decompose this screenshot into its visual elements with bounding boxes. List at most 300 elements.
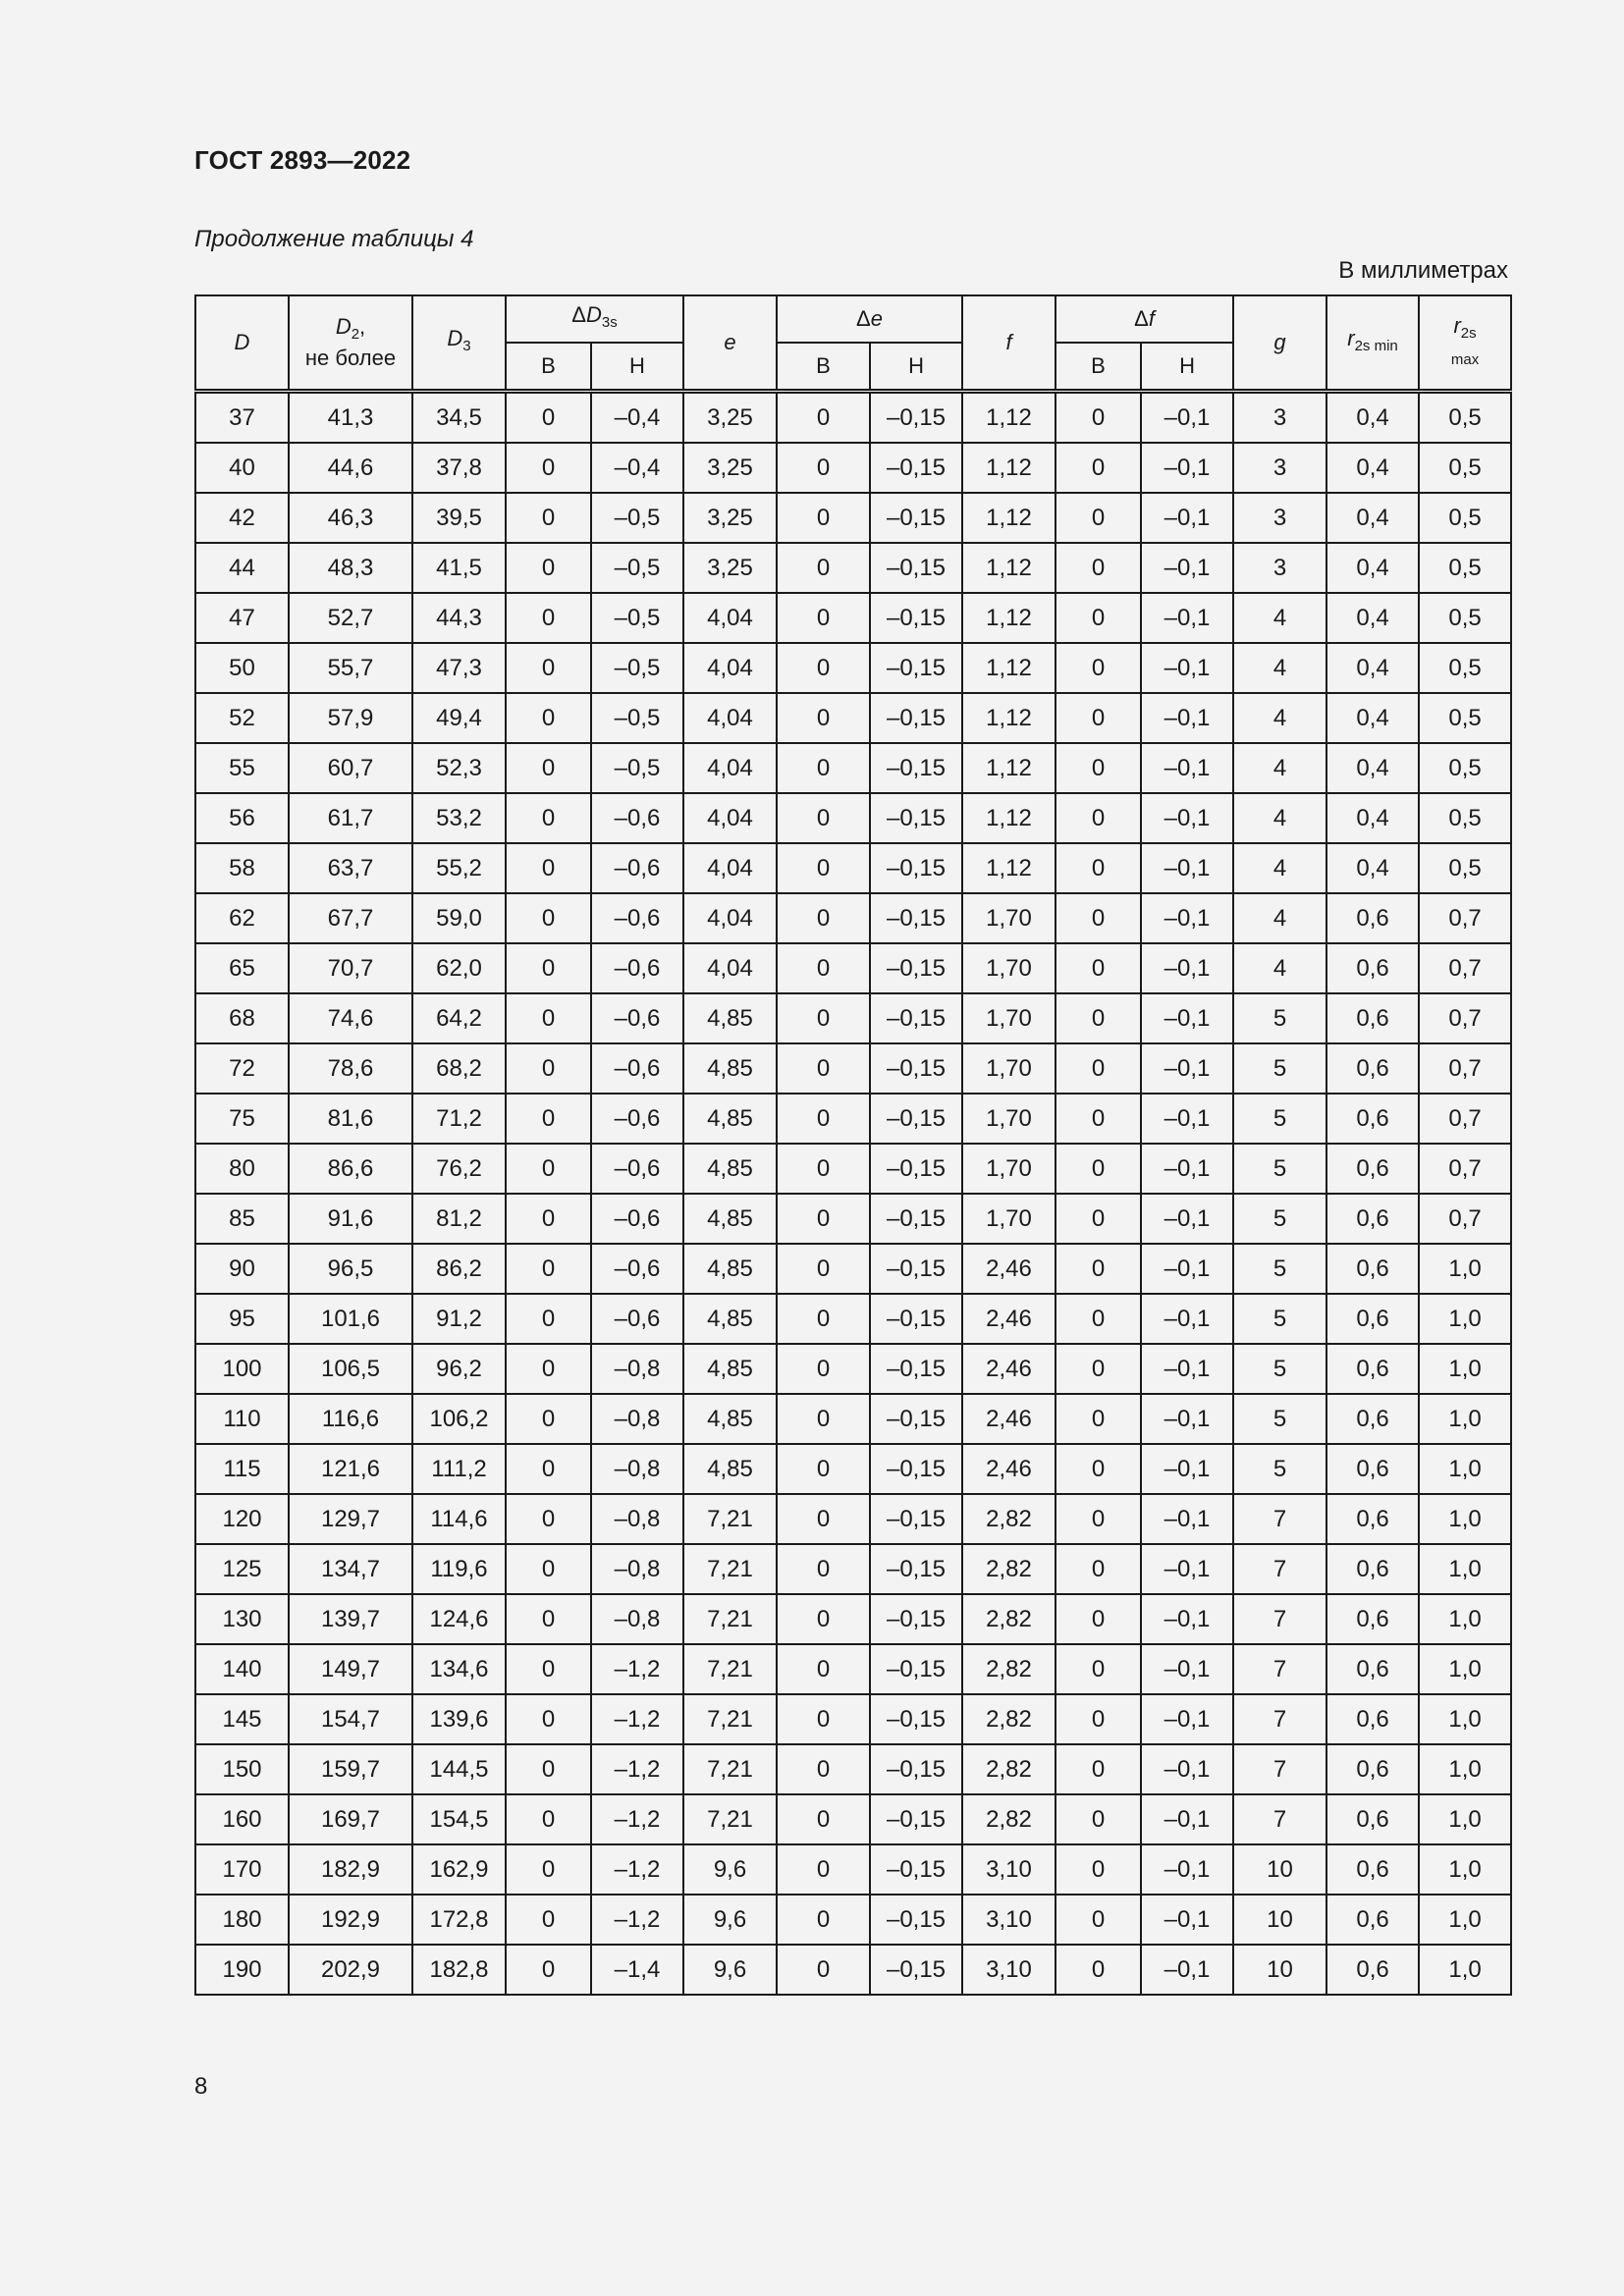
col-header-delta-f: Δf [1056,295,1233,343]
table-cell: 3 [1233,392,1326,444]
table-cell: 0,7 [1419,993,1511,1043]
table-cell: 0 [1056,1094,1141,1144]
table-row [195,1694,1511,1744]
table-cell: 0,6 [1326,1494,1419,1544]
table-cell: 37 [195,392,289,444]
table-row [195,1744,1511,1794]
table-cell: 0,5 [1419,743,1511,793]
table-row [195,843,1511,893]
table-cell: –0,15 [870,1344,962,1394]
table-cell: 180 [195,1895,289,1945]
table-cell: 7,21 [683,1544,777,1594]
table-cell: 0 [777,1344,870,1394]
table-cell: 120 [195,1494,289,1544]
table-cell: 1,12 [962,693,1056,743]
table-cell: 2,46 [962,1344,1056,1394]
table-row [195,1794,1511,1844]
table-cell: 37,8 [412,443,506,493]
table-row [195,743,1511,793]
table-cell: 0,6 [1326,1844,1419,1895]
table-cell: 1,0 [1419,1694,1511,1744]
col-header-D3: $D_3$ [412,295,506,392]
table-cell: 7,21 [683,1494,777,1544]
table-cell: 4,85 [683,1444,777,1494]
table-cell: –0,1 [1141,1494,1233,1544]
table-cell: 55,7 [289,643,412,693]
table-cell: –0,1 [1141,1194,1233,1244]
table-cell: 0,4 [1326,693,1419,743]
table-cell: –0,15 [870,1644,962,1694]
table-row [195,1194,1511,1244]
table-cell: 130 [195,1594,289,1644]
table-cell: –0,6 [591,1043,683,1094]
table-cell: 1,70 [962,1043,1056,1094]
table-cell: 52,7 [289,593,412,643]
table-cell: 41,3 [289,392,412,444]
table-cell: 4,04 [683,793,777,843]
table-cell: 202,9 [289,1945,412,1995]
table-cell: 0,6 [1326,1043,1419,1094]
table-cell: 1,0 [1419,1945,1511,1995]
table-cell: 2,82 [962,1644,1056,1694]
table-cell: 4,04 [683,893,777,943]
table-cell: 1,70 [962,893,1056,943]
table-cell: 192,9 [289,1895,412,1945]
table-cell: 7 [1233,1744,1326,1794]
document-id: ГОСТ 2893—2022 [194,145,411,175]
table-cell: 0 [777,1294,870,1344]
table-cell: –0,15 [870,1744,962,1794]
table-cell: 5 [1233,993,1326,1043]
table-row [195,1494,1511,1544]
table-row [195,543,1511,593]
table-cell: 0,7 [1419,1094,1511,1144]
table-cell: –0,1 [1141,1043,1233,1094]
table-row [195,392,1511,444]
table-cell: 71,2 [412,1094,506,1144]
table-cell: 65 [195,943,289,993]
table-cell: 0,6 [1326,1644,1419,1694]
col-header-f: f [962,295,1056,392]
table-cell: –0,5 [591,593,683,643]
table-cell: 0 [506,1194,591,1244]
table-cell: –1,2 [591,1694,683,1744]
table-cell: 106,5 [289,1344,412,1394]
table-row [195,943,1511,993]
table-cell: –0,6 [591,943,683,993]
table-cell: 46,3 [289,493,412,543]
table-cell: 0 [1056,693,1141,743]
table-cell: 0 [506,693,591,743]
table-cell: 0 [1056,1694,1141,1744]
table-cell: 2,82 [962,1494,1056,1544]
table-cell: –0,1 [1141,793,1233,843]
table-cell: 0 [777,1594,870,1644]
col-header-delta-D3s: $\Delta D_{3s}$ [506,295,683,343]
table-cell: 0 [506,1094,591,1144]
table-cell: –0,1 [1141,1394,1233,1444]
table-cell: 0,5 [1419,843,1511,893]
table-cell: 90 [195,1244,289,1294]
table-cell: –0,1 [1141,543,1233,593]
table-cell: 91,2 [412,1294,506,1344]
table-cell: –0,15 [870,1244,962,1294]
table-row [195,693,1511,743]
table-cell: 1,12 [962,543,1056,593]
table-cell: –0,1 [1141,1444,1233,1494]
table-cell: 0 [1056,893,1141,943]
table-cell: 0,7 [1419,1194,1511,1244]
table-cell: 4,04 [683,643,777,693]
col-header-r2s-min: $r_{2s min}$ [1326,295,1419,392]
table-cell: 0,6 [1326,1394,1419,1444]
table-cell: 0,5 [1419,443,1511,493]
table-cell: –0,6 [591,993,683,1043]
table-cell: 0 [506,1895,591,1945]
table-cell: –0,6 [591,1244,683,1294]
table-cell: 5 [1233,1194,1326,1244]
table-cell: 0 [777,1444,870,1494]
table-cell: 55,2 [412,843,506,893]
table-cell: –0,1 [1141,493,1233,543]
table-cell: –0,1 [1141,593,1233,643]
table-cell: 0,5 [1419,793,1511,843]
table-cell: 72 [195,1043,289,1094]
table-cell: –0,15 [870,392,962,444]
table-cell: 0 [506,1794,591,1844]
table-cell: 0 [506,1594,591,1644]
table-cell: 0 [1056,793,1141,843]
table-cell: 62,0 [412,943,506,993]
table-cell: 34,5 [412,392,506,444]
table-cell: 3,10 [962,1945,1056,1995]
table-cell: 182,9 [289,1844,412,1895]
table-cell: 4 [1233,793,1326,843]
table-cell: –0,6 [591,1094,683,1144]
table-cell: 3 [1233,543,1326,593]
table-cell: 0,6 [1326,1094,1419,1144]
table-cell: 55 [195,743,289,793]
table-cell: 4,04 [683,843,777,893]
table-row [195,793,1511,843]
table-cell: 0 [777,593,870,643]
table-cell: 0,5 [1419,643,1511,693]
table-cell: 1,0 [1419,1594,1511,1644]
table-cell: 0,4 [1326,392,1419,444]
col-header-upper: В [777,343,870,392]
table-cell: –0,15 [870,1945,962,1995]
table-cell: 78,6 [289,1043,412,1094]
table-cell: 0 [1056,1194,1141,1244]
table-cell: 2,46 [962,1394,1056,1444]
table-cell: –0,4 [591,443,683,493]
table-cell: 86,2 [412,1244,506,1294]
table-cell: 9,6 [683,1844,777,1895]
table-cell: 3,25 [683,543,777,593]
table-row [195,1094,1511,1144]
table-cell: 0 [777,1244,870,1294]
table-cell: 7 [1233,1544,1326,1594]
table-cell: 70,7 [289,943,412,993]
table-cell: 0 [777,1144,870,1194]
table-cell: –0,1 [1141,943,1233,993]
table-cell: –0,1 [1141,1744,1233,1794]
table-cell: 0 [777,1694,870,1744]
table-cell: 81,2 [412,1194,506,1244]
table-cell: 0 [1056,443,1141,493]
table-cell: 0,6 [1326,1744,1419,1794]
table-cell: 2,82 [962,1544,1056,1594]
table-cell: 52 [195,693,289,743]
table-cell: –0,6 [591,843,683,893]
table-cell: 47 [195,593,289,643]
table-cell: 0 [506,1244,591,1294]
table-cell: 0,6 [1326,1244,1419,1294]
table-cell: 4 [1233,693,1326,743]
table-cell: 64,2 [412,993,506,1043]
table-cell: 1,12 [962,743,1056,793]
table-row [195,1594,1511,1644]
table-cell: 2,46 [962,1244,1056,1294]
table-cell: –0,6 [591,1144,683,1194]
table-cell: 170 [195,1844,289,1895]
table-cell: 85 [195,1194,289,1244]
table-cell: 7,21 [683,1594,777,1644]
table-cell: 0 [777,1494,870,1544]
table-cell: 159,7 [289,1744,412,1794]
table-cell: 0,4 [1326,543,1419,593]
table-cell: 3,25 [683,392,777,444]
table-cell: 0,7 [1419,1043,1511,1094]
table-cell: –0,15 [870,893,962,943]
table-cell: 0 [506,993,591,1043]
table-cell: 0,4 [1326,443,1419,493]
table-cell: –0,1 [1141,1144,1233,1194]
table-cell: 5 [1233,1444,1326,1494]
table-cell: 0,5 [1419,392,1511,444]
table-cell: 4,04 [683,943,777,993]
table-cell: 0 [506,1394,591,1444]
table-cell: 4 [1233,743,1326,793]
table-cell: 0 [506,493,591,543]
table-cell: 0 [1056,993,1141,1043]
table-cell: 139,6 [412,1694,506,1744]
table-cell: 0 [506,1043,591,1094]
table-cell: –0,1 [1141,1945,1233,1995]
table-cell: 0,6 [1326,1444,1419,1494]
table-cell: 96,5 [289,1244,412,1294]
table-cell: 0 [777,1043,870,1094]
table-cell: 10 [1233,1844,1326,1895]
table-cell: 61,7 [289,793,412,843]
table-cell: 0 [506,1444,591,1494]
table-cell: 76,2 [412,1144,506,1194]
table-cell: 0 [1056,1644,1141,1694]
table-row [195,993,1511,1043]
table-cell: 3 [1233,493,1326,543]
table-cell: 62 [195,893,289,943]
table-cell: 0 [506,793,591,843]
table-cell: 0,6 [1326,1895,1419,1945]
table-cell: 0 [506,1294,591,1344]
table-cell: 2,46 [962,1294,1056,1344]
table-cell: 95 [195,1294,289,1344]
table-cell: –0,5 [591,693,683,743]
table-cell: 56 [195,793,289,843]
col-header-D2: $D_2$, не более [289,295,412,392]
table-cell: 0,6 [1326,1344,1419,1394]
table-cell: 4,85 [683,1043,777,1094]
table-row [195,1144,1511,1194]
col-header-D: D [195,295,289,392]
table-cell: 0,5 [1419,693,1511,743]
table-cell: 0 [1056,1844,1141,1895]
table-cell: 116,6 [289,1394,412,1444]
table-cell: 0,4 [1326,493,1419,543]
table-cell: –0,1 [1141,1844,1233,1895]
table-cell: 1,70 [962,943,1056,993]
table-cell: –0,1 [1141,1895,1233,1945]
table-cell: 0 [506,1744,591,1794]
table-cell: 58 [195,843,289,893]
table-cell: 57,9 [289,693,412,743]
header-row-1 [195,295,1511,343]
table-cell: 4,85 [683,1244,777,1294]
table-cell: 5 [1233,1344,1326,1394]
table-row [195,1544,1511,1594]
table-cell: –0,4 [591,392,683,444]
table-cell: 0 [777,1194,870,1244]
table-cell: 0 [1056,1394,1141,1444]
table-cell: 0 [506,1144,591,1194]
table-cell: 0 [777,1644,870,1694]
table-cell: 110 [195,1394,289,1444]
table-row [195,643,1511,693]
table-cell: 1,0 [1419,1844,1511,1895]
table-cell: 0 [1056,1594,1141,1644]
table-cell: –0,5 [591,743,683,793]
table-cell: 1,0 [1419,1244,1511,1294]
table-cell: 5 [1233,1094,1326,1144]
table-cell: 4,85 [683,1294,777,1344]
table-cell: 121,6 [289,1444,412,1494]
table-cell: 0 [777,993,870,1043]
table-cell: 1,0 [1419,1394,1511,1444]
table-cell: –0,1 [1141,1094,1233,1144]
table-cell: 150 [195,1744,289,1794]
table-cell: 7,21 [683,1644,777,1694]
table-cell: 7 [1233,1644,1326,1694]
table-cell: 44,6 [289,443,412,493]
table-cell: –1,2 [591,1644,683,1694]
table-row [195,493,1511,543]
table-cell: 7 [1233,1794,1326,1844]
table-cell: 3,10 [962,1844,1056,1895]
table-cell: 140 [195,1644,289,1694]
table-cell: 154,7 [289,1694,412,1744]
table-cell: 0 [506,1644,591,1694]
table-cell: 47,3 [412,643,506,693]
table-row [195,1844,1511,1895]
units-note: В миллиметрах [1338,257,1508,284]
table-cell: 39,5 [412,493,506,543]
table-cell: –0,15 [870,693,962,743]
table-cell: –0,1 [1141,443,1233,493]
table-cell: –0,1 [1141,1794,1233,1844]
table-cell: 1,0 [1419,1544,1511,1594]
table-cell: 4,85 [683,1144,777,1194]
table-cell: –1,2 [591,1844,683,1895]
table-cell: 86,6 [289,1144,412,1194]
table-cell: 5 [1233,1394,1326,1444]
table-cell: 7 [1233,1694,1326,1744]
table-cell: 0,4 [1326,843,1419,893]
table-cell: 9,6 [683,1895,777,1945]
table-cell: 0 [777,643,870,693]
table-cell: 0 [777,893,870,943]
table-cell: –0,1 [1141,1694,1233,1744]
table-cell: 1,12 [962,593,1056,643]
table-cell: 2,82 [962,1694,1056,1744]
table-cell: 0 [506,1694,591,1744]
table-cell: 0 [777,1794,870,1844]
table-cell: 0 [506,1544,591,1594]
table-cell: 67,7 [289,893,412,943]
table-cell: 0 [506,893,591,943]
table-cell: –0,6 [591,1294,683,1344]
table-cell: 96,2 [412,1344,506,1394]
table-cell: 1,0 [1419,1794,1511,1844]
table-cell: 129,7 [289,1494,412,1544]
table-cell: 0,4 [1326,743,1419,793]
table-cell: 1,12 [962,493,1056,543]
table-cell: 3 [1233,443,1326,493]
table-body [195,392,1511,1996]
table-cell: –0,1 [1141,893,1233,943]
table-cell: –0,15 [870,1494,962,1544]
table-cell: 125 [195,1544,289,1594]
table-cell: –1,2 [591,1744,683,1794]
table-row [195,893,1511,943]
table-cell: 1,0 [1419,1895,1511,1945]
table-cell: 0 [506,1844,591,1895]
table-cell: 63,7 [289,843,412,893]
table-cell: 0,6 [1326,1194,1419,1244]
table-cell: 101,6 [289,1294,412,1344]
table-cell: 4 [1233,643,1326,693]
table-cell: 0 [1056,643,1141,693]
table-row [195,443,1511,493]
table-cell: –0,15 [870,1144,962,1194]
table-cell: –0,1 [1141,643,1233,693]
table-cell: 0 [506,392,591,444]
table-cell: –0,6 [591,893,683,943]
table-cell: 59,0 [412,893,506,943]
table-cell: 0 [777,443,870,493]
table-cell: 144,5 [412,1744,506,1794]
table-row [195,593,1511,643]
table-cell: –0,1 [1141,1244,1233,1294]
table-cell: 134,7 [289,1544,412,1594]
table-cell: –0,6 [591,1194,683,1244]
table-cell: 100 [195,1344,289,1394]
table-cell: 182,8 [412,1945,506,1995]
table-cell: 145 [195,1694,289,1744]
table-cell: 0,6 [1326,943,1419,993]
table-cell: 53,2 [412,793,506,843]
table-cell: –0,8 [591,1444,683,1494]
table-cell: 0 [506,843,591,893]
